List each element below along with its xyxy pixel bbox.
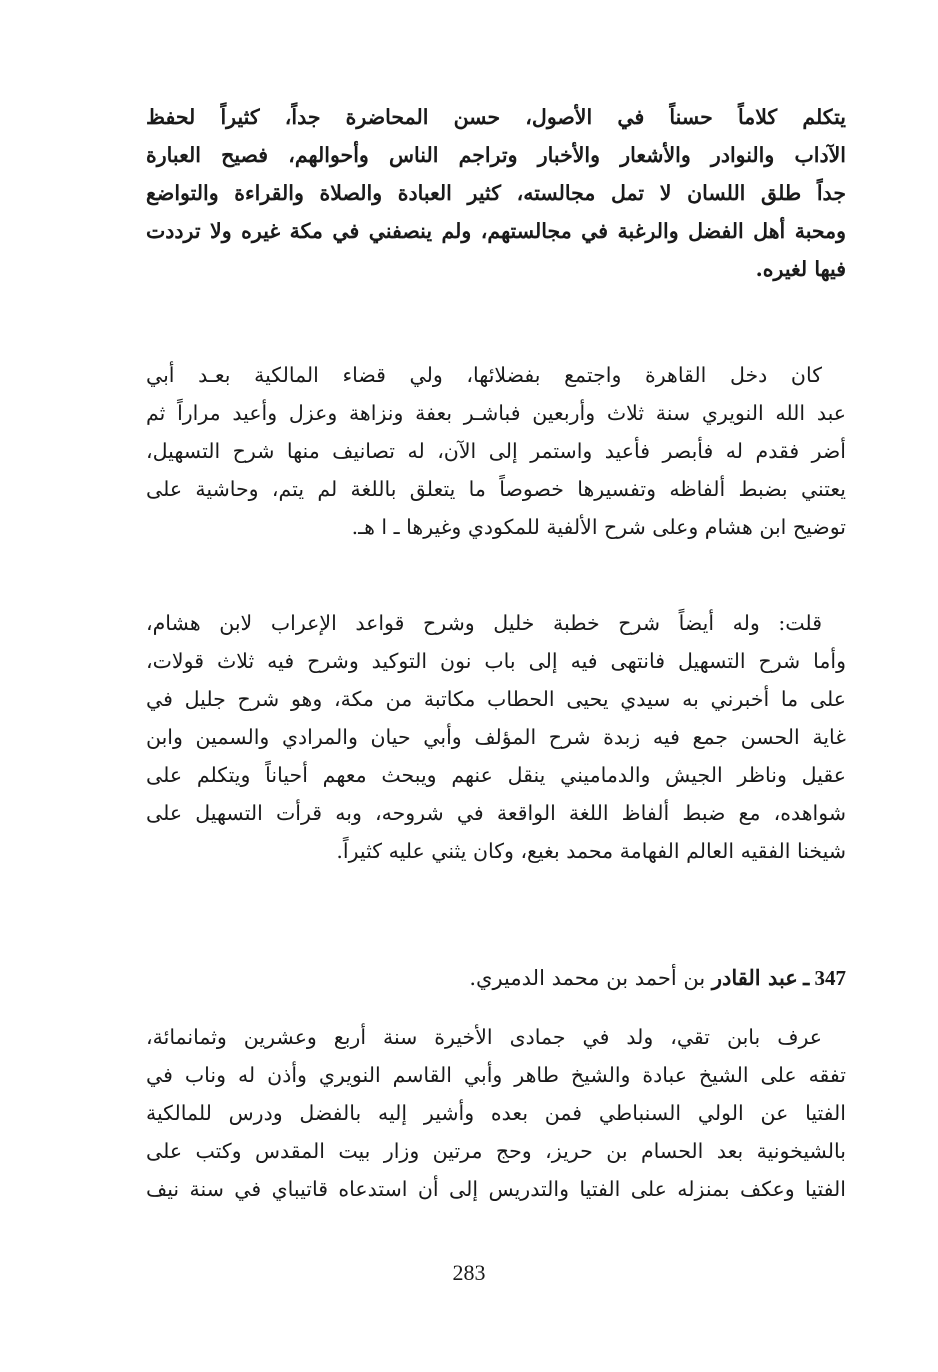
text-line: شواهده، مع ضبط ألفاظ اللغة الواقعة في شروحه، وبه قرأت التسهيل على bbox=[146, 801, 846, 825]
entry-heading bbox=[146, 958, 846, 998]
text-line: عقيل وناظر الجيش والدماميني ينقل عنهم ويبحث معهم أحياناً ويتكلم على bbox=[146, 763, 846, 787]
entry-paragraph bbox=[146, 1018, 846, 1208]
text-line: كان دخل القاهرة واجتمع بفضلائها، ولي قضاء المالكية بعـد أبي bbox=[146, 363, 822, 387]
entry-lineage: بن أحمد بن محمد الدميري. bbox=[469, 966, 712, 990]
paragraph-3 bbox=[146, 604, 846, 870]
page-number: 283 bbox=[452, 1260, 486, 1285]
text-line: شيخنا الفقيه العالم الفهامة محمد بغيع، وكان يثني عليه كثيراً. bbox=[336, 839, 846, 863]
entry-number: 347 bbox=[814, 966, 846, 990]
text-line: قلت: وله أيضاً شرح خطبة خليل وشرح قواعد الإعراب لابن هشام، bbox=[146, 611, 822, 635]
text-line: وأما شرح التسهيل فانتهى فيه إلى باب نون التوكيد وشرح فيه ثلاث قولات، bbox=[146, 649, 846, 673]
text-line: جداً طلق اللسان لا تمل مجالسته، كثير العبادة والصلاة والقراءة والتواضع bbox=[146, 181, 846, 205]
text-line: فيها لغيره. bbox=[755, 257, 846, 281]
text-line: تفقه على الشيخ عبادة والشيخ طاهر وأبي القاسم النويري وأذن له وناب في bbox=[146, 1063, 846, 1087]
text-line: الفتيا عن الولي السنباطي فمن بعده وأشير إليه بالفضل ودرس للمالكية bbox=[146, 1101, 846, 1125]
text-line: يعتني بضبط ألفاظه وتفسيرها خصوصاً ما يتعلق باللغة لم يتم، وحاشية على bbox=[146, 477, 846, 501]
text-line: عرف بابن تقي، ولد في جمادى الأخيرة سنة أربع وعشرين وثمانمائة، bbox=[146, 1025, 822, 1049]
text-line: توضيح ابن هشام وعلى شرح الألفية للمكودي وغيرها ـ ا هـ. bbox=[351, 515, 846, 539]
text-line: عبد الله النويري سنة ثلاث وأربعين فباشـر بعفة ونزاهة وعزل وأعيد مراراً ثم bbox=[146, 401, 846, 425]
entry-separator: ـ bbox=[797, 966, 815, 990]
paragraph-2 bbox=[146, 356, 846, 546]
text-line: على ما أخبرني به سيدي يحيى الحطاب مكاتبة من مكة، وهو شرح جليل في bbox=[146, 687, 846, 711]
entry-name: عبد القادر bbox=[711, 965, 798, 990]
text-line: الفتيا وعكف بمنزله على الفتيا والتدريس إلى أن استدعاه قاتيباي في سنة نيف bbox=[146, 1177, 846, 1201]
text-line: يتكلم كلاماً حسناً في الأصول، حسن المحاضرة جداً، كثيراً لحفظ bbox=[146, 105, 846, 129]
text-line: غاية الحسن جمع فيه زبدة شرح المؤلف وأبي حيان والمرادي والسمين وابن bbox=[146, 725, 846, 749]
text-line: الآداب والنوادر والأشعار والأخبار وتراجم الناس وأحوالهم، فصيح العبارة bbox=[146, 143, 846, 167]
text-line: ومحبة أهل الفضل والرغبة في مجالستهم، ولم ينصفني في مكة غيره ولا ترددت bbox=[146, 219, 846, 243]
text-line: أضر فقدم له فأبصر فأعيد واستمر إلى الآن، له تصانيف منها شرح التسهيل، bbox=[146, 439, 846, 463]
text-line: بالشيخونية بعد الحسام بن حريز، وحج مرتين وزار بيت المقدس وكتب على bbox=[146, 1139, 846, 1163]
paragraph-1 bbox=[146, 98, 846, 288]
